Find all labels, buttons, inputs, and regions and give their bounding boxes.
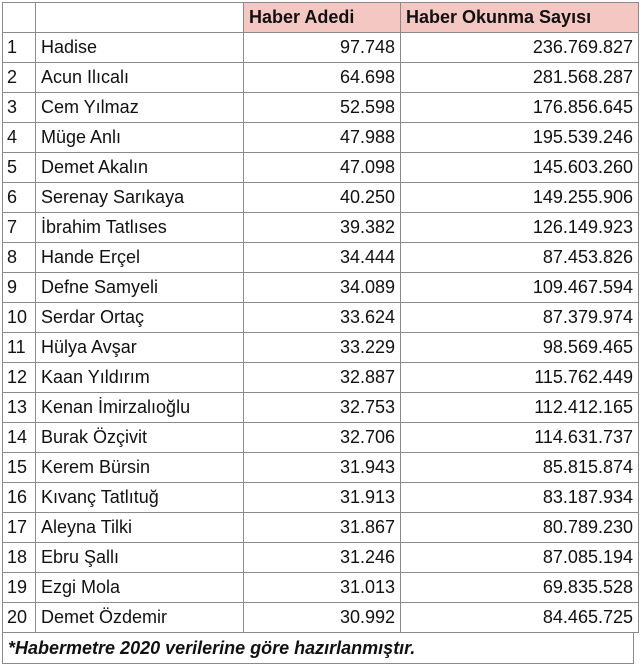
read-count-cell: 87.453.826 [401,243,639,273]
read-count-cell: 109.467.594 [401,273,639,303]
table-row [3,183,639,213]
name-cell: Cem Yılmaz [36,93,244,123]
table-row [3,483,639,513]
news-count-cell: 34.444 [244,243,401,273]
table-row [3,573,639,603]
name-cell: Serenay Sarıkaya [36,183,244,213]
read-count-cell: 98.569.465 [401,333,639,363]
news-count-cell: 52.598 [244,93,401,123]
news-count-cell: 32.887 [244,363,401,393]
table-row [3,213,639,243]
table-row [3,123,639,153]
news-count-cell: 31.943 [244,453,401,483]
read-count-cell: 112.412.165 [401,393,639,423]
rank-cell: 12 [3,363,36,393]
read-count-cell: 115.762.449 [401,363,639,393]
table-row [3,393,639,423]
name-cell: Hande Erçel [36,243,244,273]
news-count-cell: 33.229 [244,333,401,363]
news-count-cell: 47.988 [244,123,401,153]
name-cell: Kerem Bürsin [36,453,244,483]
news-count-cell: 31.246 [244,543,401,573]
read-count-cell: 69.835.528 [401,573,639,603]
name-cell: Serdar Ortaç [36,303,244,333]
read-count-cell: 236.769.827 [401,33,639,63]
news-count-cell: 31.013 [244,573,401,603]
read-count-cell: 80.789.230 [401,513,639,543]
rank-cell: 10 [3,303,36,333]
table-row [3,333,639,363]
name-cell: Ezgi Mola [36,573,244,603]
header-name [36,3,244,33]
rank-cell: 6 [3,183,36,213]
read-count-cell: 114.631.737 [401,423,639,453]
rank-cell: 9 [3,273,36,303]
rank-cell: 1 [3,33,36,63]
rank-cell: 15 [3,453,36,483]
news-count-cell: 31.913 [244,483,401,513]
name-cell: Demet Özdemir [36,603,244,633]
table-row [3,423,639,453]
read-count-cell: 126.149.923 [401,213,639,243]
table-row [3,303,639,333]
news-count-cell: 32.753 [244,393,401,423]
read-count-cell: 87.379.974 [401,303,639,333]
rank-cell: 18 [3,543,36,573]
table-row [3,63,639,93]
name-cell: Kıvanç Tatlıtuğ [36,483,244,513]
name-cell: Acun Ilıcalı [36,63,244,93]
table-row [3,513,639,543]
read-count-cell: 149.255.906 [401,183,639,213]
news-count-cell: 33.624 [244,303,401,333]
rank-cell: 3 [3,93,36,123]
header-row [3,3,639,33]
table-row [3,363,639,393]
table-row [3,453,639,483]
rank-cell: 20 [3,603,36,633]
name-cell: Hadise [36,33,244,63]
name-cell: Ebru Şallı [36,543,244,573]
name-cell: Hülya Avşar [36,333,244,363]
news-count-cell: 64.698 [244,63,401,93]
rank-cell: 14 [3,423,36,453]
name-cell: Kaan Yıldırım [36,363,244,393]
name-cell: Aleyna Tilki [36,513,244,543]
read-count-cell: 195.539.246 [401,123,639,153]
name-cell: Defne Samyeli [36,273,244,303]
footnote: *Habermetre 2020 verilerine göre hazırlanmıştır. [2,633,634,664]
read-count-cell: 83.187.934 [401,483,639,513]
read-count-cell: 145.603.260 [401,153,639,183]
rank-cell: 8 [3,243,36,273]
read-count-cell: 85.815.874 [401,453,639,483]
table-body [3,33,639,633]
table-row [3,33,639,63]
table-row [3,93,639,123]
rank-cell: 5 [3,153,36,183]
header-news-count: Haber Adedi [244,3,401,33]
read-count-cell: 87.085.194 [401,543,639,573]
ranking-table [2,2,639,633]
news-count-cell: 30.992 [244,603,401,633]
rank-cell: 19 [3,573,36,603]
news-count-cell: 31.867 [244,513,401,543]
news-count-cell: 40.250 [244,183,401,213]
ranking-table-container [2,2,638,664]
table-row [3,273,639,303]
table-row [3,243,639,273]
news-count-cell: 32.706 [244,423,401,453]
name-cell: İbrahim Tatlıses [36,213,244,243]
name-cell: Kenan İmirzalıoğlu [36,393,244,423]
read-count-cell: 84.465.725 [401,603,639,633]
news-count-cell: 97.748 [244,33,401,63]
table-row [3,543,639,573]
rank-cell: 7 [3,213,36,243]
rank-cell: 13 [3,393,36,423]
read-count-cell: 281.568.287 [401,63,639,93]
name-cell: Müge Anlı [36,123,244,153]
header-read-count: Haber Okunma Sayısı [401,3,639,33]
news-count-cell: 34.089 [244,273,401,303]
news-count-cell: 39.382 [244,213,401,243]
read-count-cell: 176.856.645 [401,93,639,123]
rank-cell: 4 [3,123,36,153]
table-row [3,603,639,633]
table-row [3,153,639,183]
name-cell: Burak Özçivit [36,423,244,453]
rank-cell: 17 [3,513,36,543]
name-cell: Demet Akalın [36,153,244,183]
rank-cell: 11 [3,333,36,363]
header-rank [3,3,36,33]
rank-cell: 2 [3,63,36,93]
news-count-cell: 47.098 [244,153,401,183]
rank-cell: 16 [3,483,36,513]
